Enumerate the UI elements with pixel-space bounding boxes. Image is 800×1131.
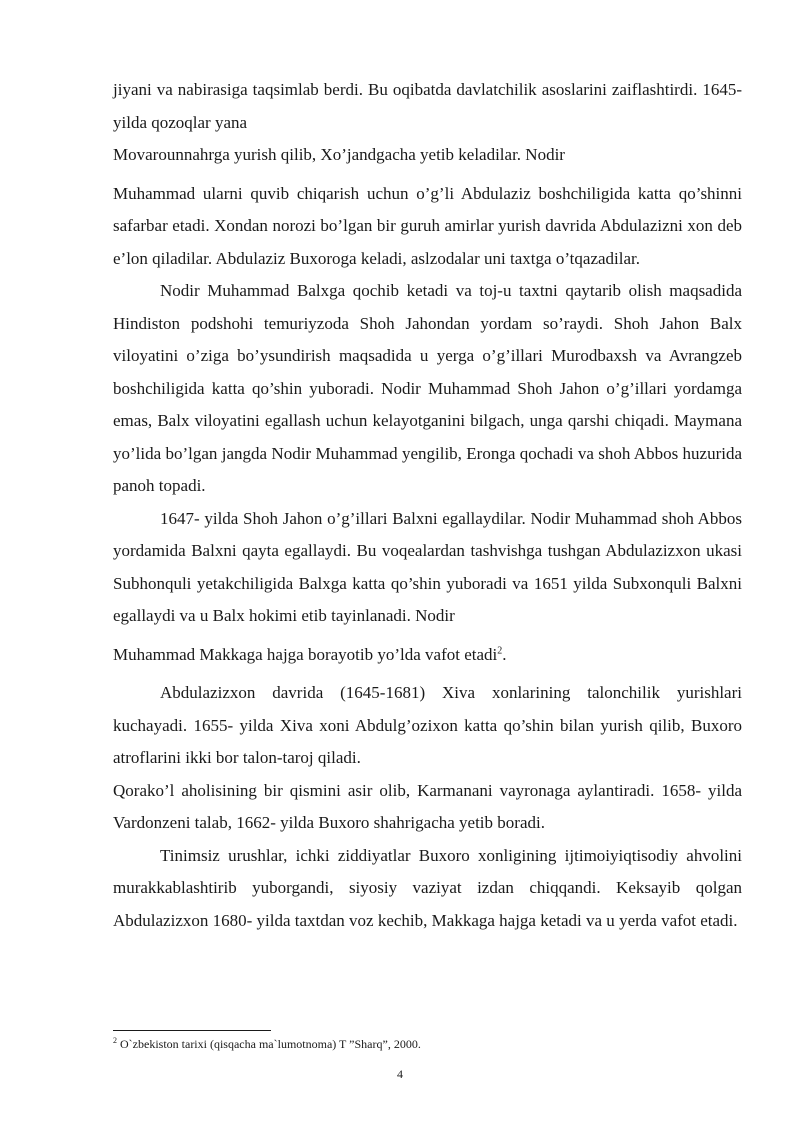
text-line: Nodir Muhammad Balxga qochib ketadi va toj-u taxtni qaytarib olish <box>160 281 662 300</box>
text-line: yerda vafot etadi. <box>619 910 738 930</box>
paragraph-3 <box>113 178 742 276</box>
paragraph-6 <box>113 639 742 672</box>
text-line: Muhammad ularni quvib chiqarish uchun o’g’li Abdulaziz boshchiligida katta <box>113 183 671 203</box>
text-line: yilda Vardonzeni talab, 1662- yilda Buxoro shahrigacha yetib boradi. <box>113 780 743 832</box>
text-line: kuchayadi. 1655- yilda Xiva xoni Abdulg’ozixon katta qo’shin bilan yurish qilib, <box>113 715 685 735</box>
text-line: Movarounnahrga yurish qilib, Xo’jandgacha yetib keladilar. Nodir <box>113 145 565 164</box>
paragraph-4 <box>113 275 742 503</box>
text-line: Qorako’l aholisining bir qismini asir olib, Karmanani vayronaga aylantiradi. 1658- <box>113 780 701 800</box>
text-line: shoh Abbos yordamida Balxni qayta egallaydi. Bu voqealardan tashvishga tushgan <box>113 508 742 560</box>
footnote-reference[interactable]: 2 <box>497 644 503 656</box>
text-line: qo’shinni safarbar etadi. Xondan norozi bo’lgan bir guruh amirlar yurish davrida <box>113 183 743 235</box>
text-line: Abdulazizxon davrida (1645-1681) Xiva xonlarining talonchilik yurishlari <box>160 683 742 702</box>
paragraph-2 <box>113 139 742 172</box>
footnote-divider <box>113 1030 271 1031</box>
footnote <box>113 1036 421 1052</box>
paragraph-7 <box>113 677 742 775</box>
text-line: Abdulazizni xon deb e’lon qiladilar. Abdulaziz Buxoroga keladi, aslzodalar uni <box>113 216 742 268</box>
footnote-number: 2 <box>113 1036 117 1045</box>
text-line: 1647- yilda Shoh Jahon o’g’illari Balxni egallaydilar. Nodir Muhammad <box>160 508 658 528</box>
text-line: Abdulazizxon ukasi Subhonquli yetakchiligida Balxga katta qo’shin yuboradi va <box>113 541 743 593</box>
text-line: Muhammad Makkaga hajga borayotib yo’lda vafot etadi <box>113 644 498 664</box>
text-line: Muhammad Shoh Jahon o’g’illari yordamga emas, Balx viloyatini egallash uchun <box>113 378 743 430</box>
document-body <box>113 74 742 937</box>
text-line: Jahon Balx viloyatini o’ziga bo’ysundirish maqsadida u yerga o’g’illari <box>113 313 742 365</box>
text-line: taxtga o’tqazadilar. <box>510 248 640 268</box>
text-line: jiyani va nabirasiga taqsimlab berdi. Bu oqibatda davlatchilik asoslarini <box>113 80 607 99</box>
text-line: qolgan Abdulazizxon 1680- yilda taxtdan voz kechib, Makkaga hajga ketadi va u <box>113 878 743 930</box>
page-number: 4 <box>397 1067 403 1081</box>
text-line: Buxoro atroflarini ikki bor talon-taroj qiladi. <box>113 715 742 767</box>
sentence-end: . <box>502 644 507 664</box>
text-line: 1651 yilda Subxonquli Balxni egallaydi va u Balx hokimi etib tayinlanadi. Nodir <box>113 573 742 625</box>
text-line: zaiflashtirdi. 1645- yilda qozoqlar yana <box>113 80 742 132</box>
paragraph-9 <box>113 840 742 938</box>
text-line: Murodbaxsh va Avrangzeb boshchiligida katta qo’shin yuboradi. Nodir <box>113 346 743 398</box>
footnote-text: O`zbekiston tarixi (qisqacha ma`lumotnoma) T ”Sharq”, 2000. <box>117 1037 421 1051</box>
text-line: Tinimsiz urushlar, ichki ziddiyatlar Buxoro xonligining ijtimoiyiqtisodiy <box>160 845 679 865</box>
paragraph-1 <box>113 74 742 139</box>
paragraph-5 <box>113 503 742 633</box>
paragraph-8 <box>113 775 742 840</box>
text-line: kelayotganini bilgach, unga qarshi chiqadi. Maymana yo’lida bo’lgan jangda Nodir <box>113 411 742 463</box>
text-line: maqsadida Hindiston podshohi temuriyzoda Shoh Jahondan yordam so’raydi. Shoh <box>113 281 742 333</box>
text-line: ahvolini murakkablashtirib yuborgandi, siyosiy vaziyat izdan chiqqandi. Keksayib <box>113 845 742 897</box>
text-line: Muhammad yengilib, Eronga qochadi va shoh Abbos huzurida panoh topadi. <box>113 443 743 495</box>
